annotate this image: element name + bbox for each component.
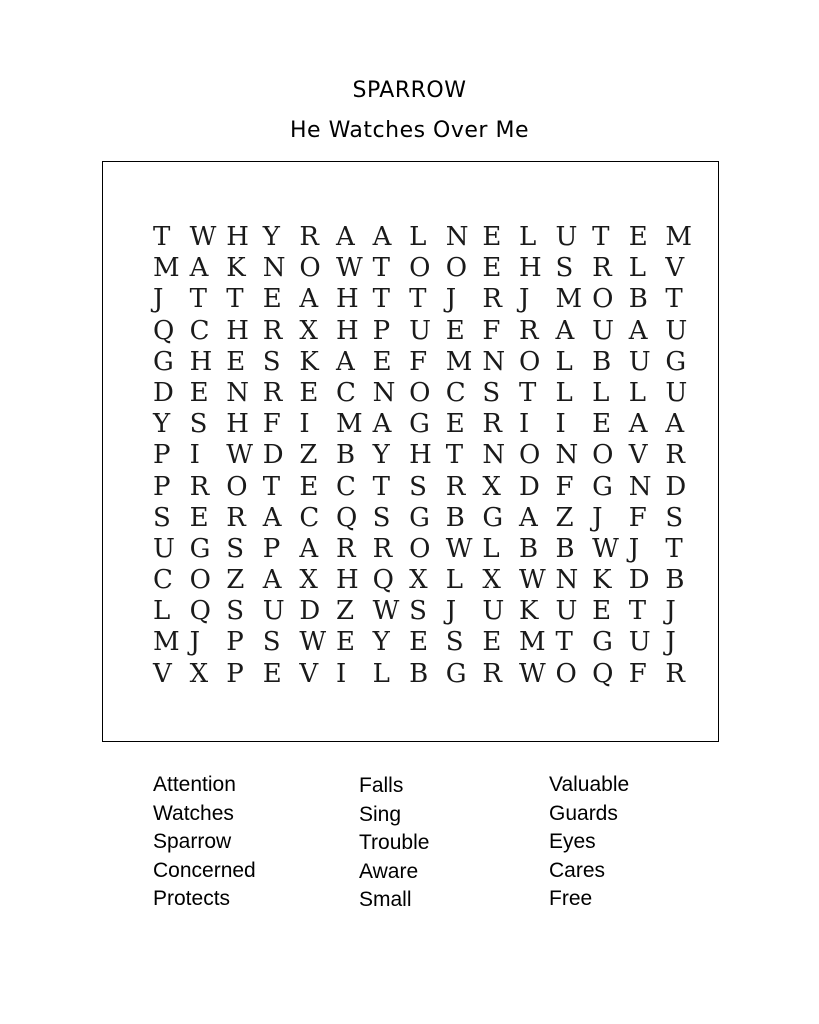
grid-letter: S xyxy=(262,346,281,377)
grid-letter: Y xyxy=(262,222,280,252)
grid-letter: I xyxy=(555,409,566,440)
grid-letter: R xyxy=(372,533,393,564)
grid-letter: P xyxy=(153,471,171,502)
word-list-item: Eyes xyxy=(549,830,596,853)
grid-letter: I xyxy=(335,658,347,689)
grid-letter: M xyxy=(665,222,692,252)
grid-letter: F xyxy=(262,409,281,440)
grid-letter: W xyxy=(226,440,253,471)
grid-letter: P xyxy=(226,658,244,689)
grid-letter: P xyxy=(153,440,171,471)
grid-letter: T xyxy=(445,440,464,471)
grid-letter: Q xyxy=(372,565,394,596)
grid-letter: T xyxy=(372,284,390,315)
word-list-item: Protects xyxy=(153,887,231,910)
grid-letter: V xyxy=(628,440,648,471)
grid-letter: N xyxy=(372,377,396,408)
grid-letter: T xyxy=(555,627,573,658)
grid-letter: I xyxy=(189,440,200,471)
grid-letter: N xyxy=(262,253,286,284)
grid-letter: V xyxy=(299,658,319,689)
grid-letter: A xyxy=(372,222,392,252)
grid-letter: O xyxy=(518,346,541,377)
grid-letter: J xyxy=(189,627,201,658)
grid-letter: R xyxy=(226,502,246,533)
grid-letter: B xyxy=(628,284,648,315)
grid-letter: T xyxy=(665,284,683,315)
grid-letter: O xyxy=(518,440,541,471)
grid-letter: I xyxy=(299,409,310,440)
page-subtitle: He Watches Over Me xyxy=(290,118,529,143)
word-list-item: Guards xyxy=(549,801,618,825)
grid-letter: E xyxy=(592,596,612,627)
grid-letter: A xyxy=(335,346,355,377)
grid-letter: C xyxy=(335,377,356,408)
grid-letter: S xyxy=(262,627,281,658)
grid-letter: X xyxy=(482,471,501,502)
grid-letter: N xyxy=(555,440,579,471)
grid-letter: F xyxy=(628,502,647,533)
grid-letter: K xyxy=(592,565,612,596)
grid-letter: R xyxy=(665,440,685,471)
grid-letter: W xyxy=(518,565,546,596)
grid-letter: T xyxy=(372,253,390,284)
grid-letter: D xyxy=(518,471,540,502)
grid-letter: N xyxy=(628,471,652,502)
grid-letter: U xyxy=(665,315,688,346)
grid-letter: H xyxy=(335,315,359,346)
grid-letter: R xyxy=(518,315,539,346)
grid-letter: R xyxy=(445,471,466,502)
grid-letter: D xyxy=(665,471,687,502)
grid-letter: T xyxy=(189,284,207,315)
grid-letter: L xyxy=(555,377,573,408)
grid-letter: L xyxy=(628,253,646,284)
grid-letter: B xyxy=(445,502,465,533)
grid-letter: T xyxy=(518,377,537,408)
grid-letter: D xyxy=(628,565,650,596)
grid-letter: H xyxy=(189,346,213,377)
grid-letter: W xyxy=(335,253,363,284)
grid-letter: O xyxy=(299,253,321,284)
grid-letter: G xyxy=(665,346,687,377)
grid-letter: Z xyxy=(299,440,318,471)
grid-letter: H xyxy=(518,253,542,284)
grid-letter: F xyxy=(628,658,647,689)
grid-letter: U xyxy=(592,315,615,346)
grid-letter: Y xyxy=(372,440,390,471)
grid-letter: J xyxy=(153,284,164,315)
grid-letter: Q xyxy=(189,596,211,627)
grid-letter: L xyxy=(445,565,464,596)
grid-letter: A xyxy=(262,502,282,533)
grid-letter: Y xyxy=(372,627,390,658)
word-list-item: Aware xyxy=(359,859,419,883)
grid-letter: S xyxy=(226,596,244,627)
grid-letter: Z xyxy=(555,502,574,533)
grid-letter: M xyxy=(445,346,473,377)
grid-letter: V xyxy=(153,658,172,689)
grid-letter: C xyxy=(299,502,320,533)
grid-letter: G xyxy=(409,409,430,440)
grid-letter: G xyxy=(482,502,504,533)
grid-letter: G xyxy=(409,502,430,533)
grid-letter: S xyxy=(409,471,427,502)
grid-letter: A xyxy=(372,409,392,440)
grid-letter: E xyxy=(482,222,502,252)
grid-letter: E xyxy=(226,346,246,377)
grid-letter: R xyxy=(335,533,356,564)
grid-letter: Q xyxy=(592,658,614,689)
grid-letter: Q xyxy=(335,502,358,533)
grid-letter: A xyxy=(299,533,319,564)
grid-letter: S xyxy=(555,253,574,284)
word-list-item: Sing xyxy=(359,802,402,826)
grid-letter: C xyxy=(153,565,173,596)
grid-letter: Y xyxy=(153,409,171,440)
grid-letter: P xyxy=(372,315,391,346)
grid-letter: G xyxy=(189,533,211,564)
grid-letter: X xyxy=(409,565,428,596)
grid-letter: R xyxy=(482,284,502,315)
word-list-item: Trouble xyxy=(359,831,430,854)
grid-letter: K xyxy=(226,253,246,284)
grid-letter: R xyxy=(189,471,210,502)
grid-letter: M xyxy=(555,284,583,315)
grid-letter: J xyxy=(445,596,457,627)
grid-letter: N xyxy=(445,222,469,252)
grid-letter: S xyxy=(189,409,208,440)
grid-letter: O xyxy=(445,253,468,284)
grid-letter: E xyxy=(335,627,355,658)
grid-letter: N xyxy=(482,346,506,377)
grid-letter: M xyxy=(153,253,180,284)
grid-letter: R xyxy=(262,315,283,346)
grid-letter: F xyxy=(555,471,574,502)
grid-letter: U xyxy=(153,533,175,564)
grid-letter: A xyxy=(628,315,648,346)
grid-letter: R xyxy=(665,658,685,689)
word-list-item: Sparrow xyxy=(153,830,232,853)
grid-letter: A xyxy=(665,409,685,440)
grid-letter: W xyxy=(189,222,217,252)
grid-letter: N xyxy=(555,565,579,596)
grid-letter: R xyxy=(262,377,283,408)
letter-grid xyxy=(153,222,702,690)
grid-letter: Z xyxy=(335,596,355,627)
grid-letter: T xyxy=(592,222,610,252)
grid-letter: W xyxy=(518,658,546,689)
grid-letter: J xyxy=(628,533,640,564)
grid-letter: M xyxy=(153,627,180,658)
grid-letter: U xyxy=(262,596,285,627)
grid-letter: L xyxy=(153,596,171,627)
grid-letter: L xyxy=(409,222,427,252)
page-title: SPARROW xyxy=(352,78,467,103)
grid-letter: W xyxy=(445,533,473,564)
grid-letter: C xyxy=(189,315,210,346)
grid-letter: J xyxy=(665,596,676,627)
grid-letter: T xyxy=(226,284,244,315)
word-list-item: Watches xyxy=(153,801,234,825)
grid-letter: Z xyxy=(226,565,245,596)
grid-letter: S xyxy=(665,502,684,533)
grid-letter: Q xyxy=(153,315,175,346)
grid-letter: O xyxy=(409,533,431,564)
grid-letter: C xyxy=(335,471,356,502)
grid-letter: G xyxy=(153,346,174,377)
grid-letter: U xyxy=(628,346,651,377)
grid-letter: P xyxy=(262,533,281,564)
grid-letter: F xyxy=(409,346,428,377)
grid-letter: W xyxy=(372,596,400,627)
grid-letter: E xyxy=(189,377,209,408)
grid-letter: B xyxy=(518,533,539,564)
grid-letter: X xyxy=(299,565,318,596)
grid-letter: S xyxy=(482,377,501,408)
grid-letter: P xyxy=(226,627,244,658)
grid-letter: T xyxy=(665,533,683,564)
grid-letter: A xyxy=(555,315,575,346)
grid-letter: B xyxy=(665,565,685,596)
grid-letter: H xyxy=(335,565,359,596)
grid-letter: B xyxy=(555,533,575,564)
grid-letter: E xyxy=(592,409,612,440)
grid-letter: O xyxy=(226,471,248,502)
grid-letter: E xyxy=(482,253,502,284)
grid-letter: I xyxy=(518,409,530,440)
grid-letter: U xyxy=(665,377,688,408)
word-list-item: Valuable xyxy=(549,773,630,796)
grid-letter: B xyxy=(592,346,612,377)
grid-letter: K xyxy=(299,346,319,377)
grid-letter: J xyxy=(445,284,457,315)
grid-letter: L xyxy=(628,377,646,408)
grid-letter: M xyxy=(335,409,363,440)
grid-letter: C xyxy=(445,377,466,408)
grid-letter: T xyxy=(372,471,390,502)
grid-letter: E xyxy=(445,315,465,346)
grid-letter: M xyxy=(518,627,546,658)
grid-letter: O xyxy=(592,440,614,471)
grid-letter: S xyxy=(153,502,171,533)
grid-letter: U xyxy=(555,222,578,252)
grid-letter: E xyxy=(262,284,282,315)
grid-letter: B xyxy=(409,658,429,689)
grid-letter: E xyxy=(189,502,209,533)
grid-letter: E xyxy=(628,222,648,252)
grid-letter: G xyxy=(445,658,467,689)
grid-letter: O xyxy=(409,377,431,408)
grid-letter: H xyxy=(335,284,359,315)
grid-letter: A xyxy=(189,253,209,284)
grid-letter: V xyxy=(665,253,685,284)
grid-letter: J xyxy=(592,502,603,533)
word-list-column-3 xyxy=(549,771,629,914)
grid-letter: E xyxy=(372,346,392,377)
grid-letter: L xyxy=(592,377,610,408)
grid-letter: O xyxy=(189,565,211,596)
grid-letter: N xyxy=(482,440,506,471)
grid-letter: J xyxy=(518,284,530,315)
grid-letter: O xyxy=(555,658,577,689)
grid-letter: R xyxy=(592,253,612,284)
grid-letter: B xyxy=(335,440,356,471)
grid-letter: W xyxy=(592,533,619,564)
grid-letter: X xyxy=(299,315,318,346)
grid-letter: D xyxy=(153,377,174,408)
word-list-item: Cares xyxy=(549,858,606,882)
grid-letter: A xyxy=(335,222,355,252)
grid-letter: A xyxy=(262,565,282,596)
grid-letter: D xyxy=(299,596,321,627)
grid-letter: S xyxy=(409,596,427,627)
grid-letter: X xyxy=(189,658,209,689)
grid-letter: U xyxy=(628,627,651,658)
grid-letter: H xyxy=(226,222,249,252)
grid-letter: E xyxy=(262,658,282,689)
grid-letter: A xyxy=(518,502,538,533)
grid-letter: T xyxy=(153,222,171,252)
grid-letter: R xyxy=(299,222,319,252)
grid-letter: T xyxy=(262,471,281,502)
word-list-item: Attention xyxy=(153,773,236,796)
grid-letter: A xyxy=(299,284,319,315)
grid-letter: U xyxy=(555,596,578,627)
grid-letter: E xyxy=(299,471,319,502)
grid-letter: A xyxy=(628,409,648,440)
grid-letter: T xyxy=(628,596,647,627)
word-list-item: Small xyxy=(359,888,412,911)
grid-letter: R xyxy=(482,658,502,689)
grid-letter: H xyxy=(226,315,249,346)
grid-letter: G xyxy=(592,627,613,658)
word-list-column-2 xyxy=(359,772,429,915)
grid-letter: H xyxy=(409,440,432,471)
grid-letter: T xyxy=(409,284,427,315)
word-list-item: Concerned xyxy=(153,858,256,882)
grid-letter: L xyxy=(518,222,537,252)
grid-letter: F xyxy=(482,315,501,346)
grid-letter: L xyxy=(372,658,390,689)
word-list-item: Free xyxy=(549,887,593,910)
grid-letter: O xyxy=(592,284,614,315)
grid-letter: S xyxy=(372,502,391,533)
grid-letter: W xyxy=(299,627,327,658)
word-list-item: Falls xyxy=(359,774,404,797)
grid-letter: U xyxy=(409,315,432,346)
grid-letter: J xyxy=(665,627,676,658)
grid-letter: O xyxy=(409,253,431,284)
grid-letter: E xyxy=(445,409,465,440)
word-list-column-1 xyxy=(153,771,256,914)
grid-letter: H xyxy=(226,409,249,440)
grid-letter: E xyxy=(299,377,319,408)
grid-letter: S xyxy=(445,627,464,658)
grid-letter: R xyxy=(482,409,502,440)
grid-letter: U xyxy=(482,596,505,627)
grid-letter: K xyxy=(518,596,539,627)
grid-letter: X xyxy=(482,565,501,596)
grid-letter: S xyxy=(226,533,244,564)
grid-letter: E xyxy=(409,627,429,658)
grid-letter: E xyxy=(482,627,502,658)
grid-letter: N xyxy=(226,377,249,408)
grid-letter: D xyxy=(262,440,284,471)
grid-letter: L xyxy=(555,346,573,377)
grid-letter: G xyxy=(592,471,613,502)
grid-letter: L xyxy=(482,533,500,564)
